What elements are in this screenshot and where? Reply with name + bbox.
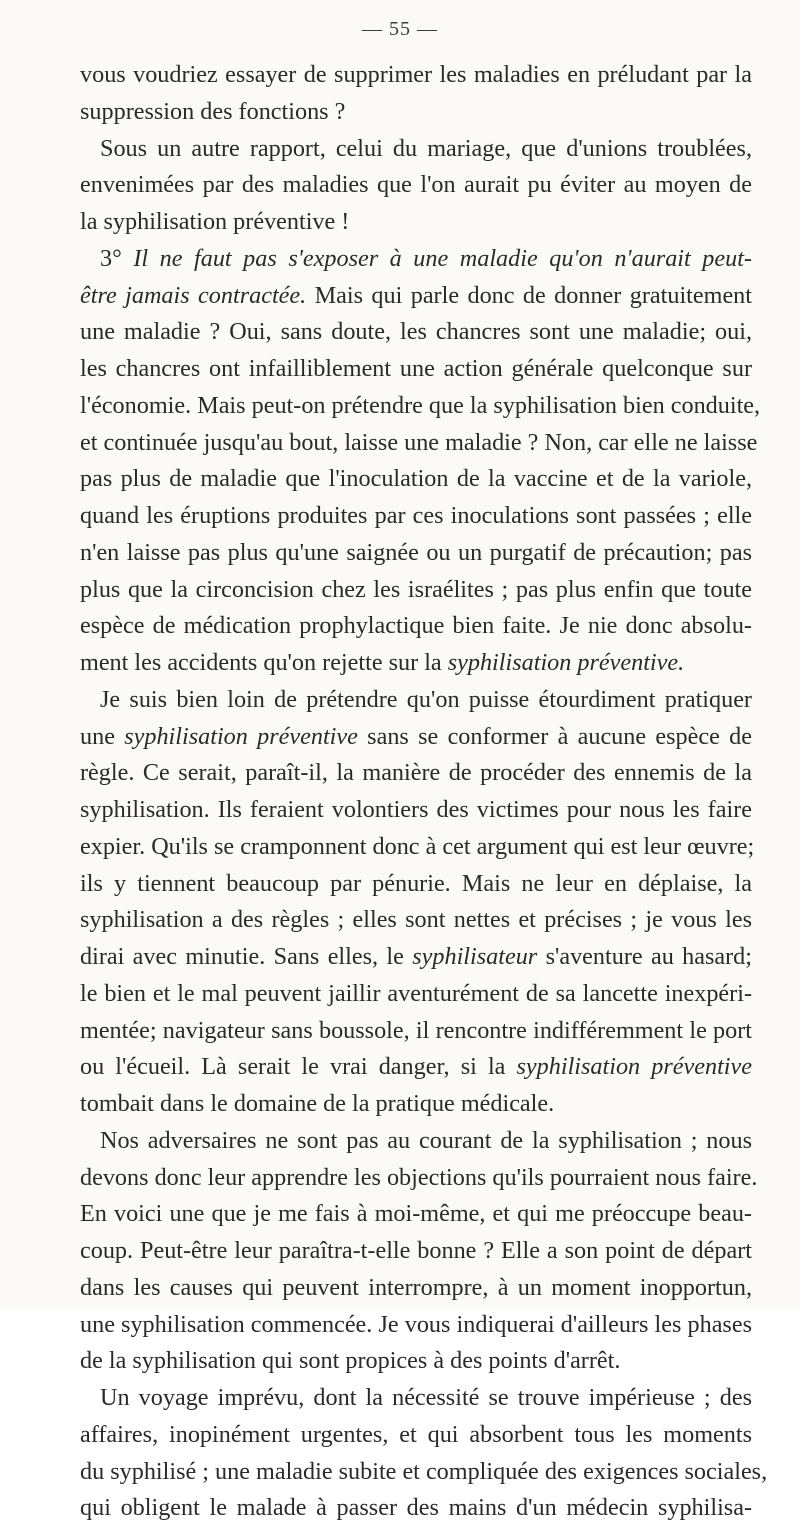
text-line xyxy=(80,719,752,756)
italic-text: syphilisation préventive. xyxy=(447,649,685,676)
text-line xyxy=(80,939,752,976)
text-segment: les chancres ont infailliblement une action générale quelconque sur xyxy=(80,355,752,382)
text-line xyxy=(80,498,752,535)
text-line xyxy=(80,1380,752,1417)
text-segment: le bien et le mal peuvent jaillir aventurément de sa lancette inexpéri- xyxy=(80,979,752,1007)
body-text xyxy=(80,57,768,1527)
text-segment: Un voyage imprévu, dont la nécessité se trouve impérieuse ; des xyxy=(100,1384,752,1411)
text-line xyxy=(80,1013,752,1050)
text-line xyxy=(80,902,752,939)
text-segment: syphilisation a des règles ; elles sont nettes et précises ; je vous les xyxy=(80,906,752,934)
text-segment: Sous un autre rapport, celui du mariage, que d'unions troublées, xyxy=(100,134,752,162)
text-segment: de la syphilisation qui sont propices à des points d'arrêt. xyxy=(80,1347,621,1375)
page-number: — 55 — xyxy=(362,18,438,40)
text-line xyxy=(80,1454,768,1491)
text-line xyxy=(80,572,752,609)
text-segment: plus que la circoncision chez les israélites ; pas plus enfin que toute xyxy=(80,575,752,603)
text-segment: Je suis bien loin de prétendre qu'on puisse étourdiment pratiquer xyxy=(100,685,752,713)
text-segment: une xyxy=(80,722,125,750)
italic-text: Il ne faut pas s'exposer à une maladie qu'on n'aurait peut- xyxy=(133,244,752,272)
text-segment: s'aventure au hasard; xyxy=(537,943,753,970)
text-segment: une maladie ? Oui, sans doute, les chancres sont une maladie; oui, xyxy=(80,318,752,346)
text-line xyxy=(80,1049,752,1086)
text-segment: ou l'écueil. Là serait le vrai danger, si la xyxy=(80,1053,517,1081)
text-line xyxy=(80,167,752,204)
text-segment: 3° xyxy=(100,244,134,272)
text-segment: envenimées par des maladies que l'on aurait pu éviter au moyen de xyxy=(80,171,752,199)
italic-text: syphilisation préventive xyxy=(124,722,358,750)
text-segment: la syphilisation préventive ! xyxy=(80,208,350,235)
text-segment: mentée; navigateur sans boussole, il rencontre indifféremment le port xyxy=(80,1016,752,1044)
text-line xyxy=(80,682,752,719)
text-line xyxy=(80,976,752,1013)
text-line xyxy=(80,388,761,425)
text-line xyxy=(80,866,752,903)
text-segment: dirai avec minutie. Sans elles, le xyxy=(80,943,413,970)
italic-text: être jamais contractée. xyxy=(80,281,307,309)
text-line xyxy=(80,1123,752,1160)
text-segment: du syphilisé ; une maladie subite et compliquée des exigences sociales, xyxy=(80,1457,768,1485)
text-line xyxy=(80,1160,758,1197)
text-segment: règle. Ce serait, paraît-il, la manière de procéder des ennemis de la xyxy=(80,759,752,787)
text-line xyxy=(80,1307,752,1344)
text-segment: dans les causes qui peuvent interrompre, à un moment inopportun, xyxy=(80,1273,752,1301)
text-line xyxy=(80,1343,752,1380)
text-segment: devons donc leur apprendre les objections qu'ils pourraient nous faire. xyxy=(80,1163,758,1191)
text-segment: suppression des fonctions ? xyxy=(80,97,346,125)
text-segment: vous voudriez essayer de supprimer les maladies en préludant par la xyxy=(80,61,752,88)
text-line xyxy=(80,1417,752,1454)
text-line xyxy=(80,131,752,168)
text-segment: ils y tiennent beaucoup par pénurie. Mais ne leur en déplaise, la xyxy=(80,869,752,897)
text-segment: sans se conformer à aucune espèce de xyxy=(357,722,752,750)
text-line xyxy=(80,1196,752,1233)
text-line xyxy=(80,278,752,315)
text-segment: tombait dans le domaine de la pratique médicale. xyxy=(80,1090,555,1117)
text-segment: coup. Peut-être leur paraîtra-t-elle bonne ? Elle a son point de départ xyxy=(80,1237,752,1264)
text-segment: pas plus de maladie que l'inoculation de la vaccine et de la variole, xyxy=(80,465,752,493)
text-segment: une syphilisation commencée. Je vous indiquerai d'ailleurs les phases xyxy=(80,1310,752,1338)
text-segment: affaires, inopinément urgentes, et qui absorbent tous les moments xyxy=(80,1420,752,1448)
text-line xyxy=(80,1086,752,1123)
text-segment: qui obligent le malade à passer des mains d'un médecin syphilisa- xyxy=(80,1494,752,1522)
text-line xyxy=(80,1233,752,1270)
text-segment: En voici une que je me fais à moi-même, et qui me préoccupe beau- xyxy=(80,1200,752,1228)
text-line xyxy=(80,645,752,682)
text-line xyxy=(80,425,758,462)
text-segment: Nos adversaires ne sont pas au courant de la syphilisation ; nous xyxy=(100,1126,752,1154)
text-line xyxy=(80,755,752,792)
text-line xyxy=(80,608,752,645)
text-line xyxy=(80,94,752,131)
text-line xyxy=(80,204,752,241)
text-line xyxy=(80,351,752,388)
text-line xyxy=(80,829,755,866)
text-line xyxy=(80,535,752,572)
text-line xyxy=(80,461,752,498)
text-segment: Mais qui parle donc de donner gratuitement xyxy=(306,281,752,309)
text-segment: n'en laisse pas plus qu'une saignée ou un purgatif de précaution; pas xyxy=(80,538,752,566)
text-segment: quand les éruptions produites par ces inoculations sont passées ; elle xyxy=(80,502,752,529)
text-line xyxy=(80,1270,752,1307)
italic-text: syphilisation préventive xyxy=(516,1053,752,1081)
text-line xyxy=(80,241,752,278)
text-segment: et continuée jusqu'au bout, laisse une maladie ? Non, car elle ne laisse xyxy=(80,428,758,456)
text-line xyxy=(80,57,752,94)
text-line xyxy=(80,314,752,351)
text-line xyxy=(80,1490,752,1527)
text-segment: expier. Qu'ils se cramponnent donc à cet argument qui est leur œuvre; xyxy=(80,832,755,860)
text-segment: syphilisation. Ils feraient volontiers des victimes pour nous les faire xyxy=(80,796,752,823)
text-segment: l'économie. Mais peut-on prétendre que la syphilisation bien conduite, xyxy=(80,391,761,419)
text-line xyxy=(80,792,752,829)
italic-text: syphilisateur xyxy=(412,943,538,970)
text-segment: ment les accidents qu'on rejette sur la xyxy=(80,649,448,676)
text-segment: espèce de médication prophylactique bien faite. Je nie donc absolu- xyxy=(80,612,752,640)
